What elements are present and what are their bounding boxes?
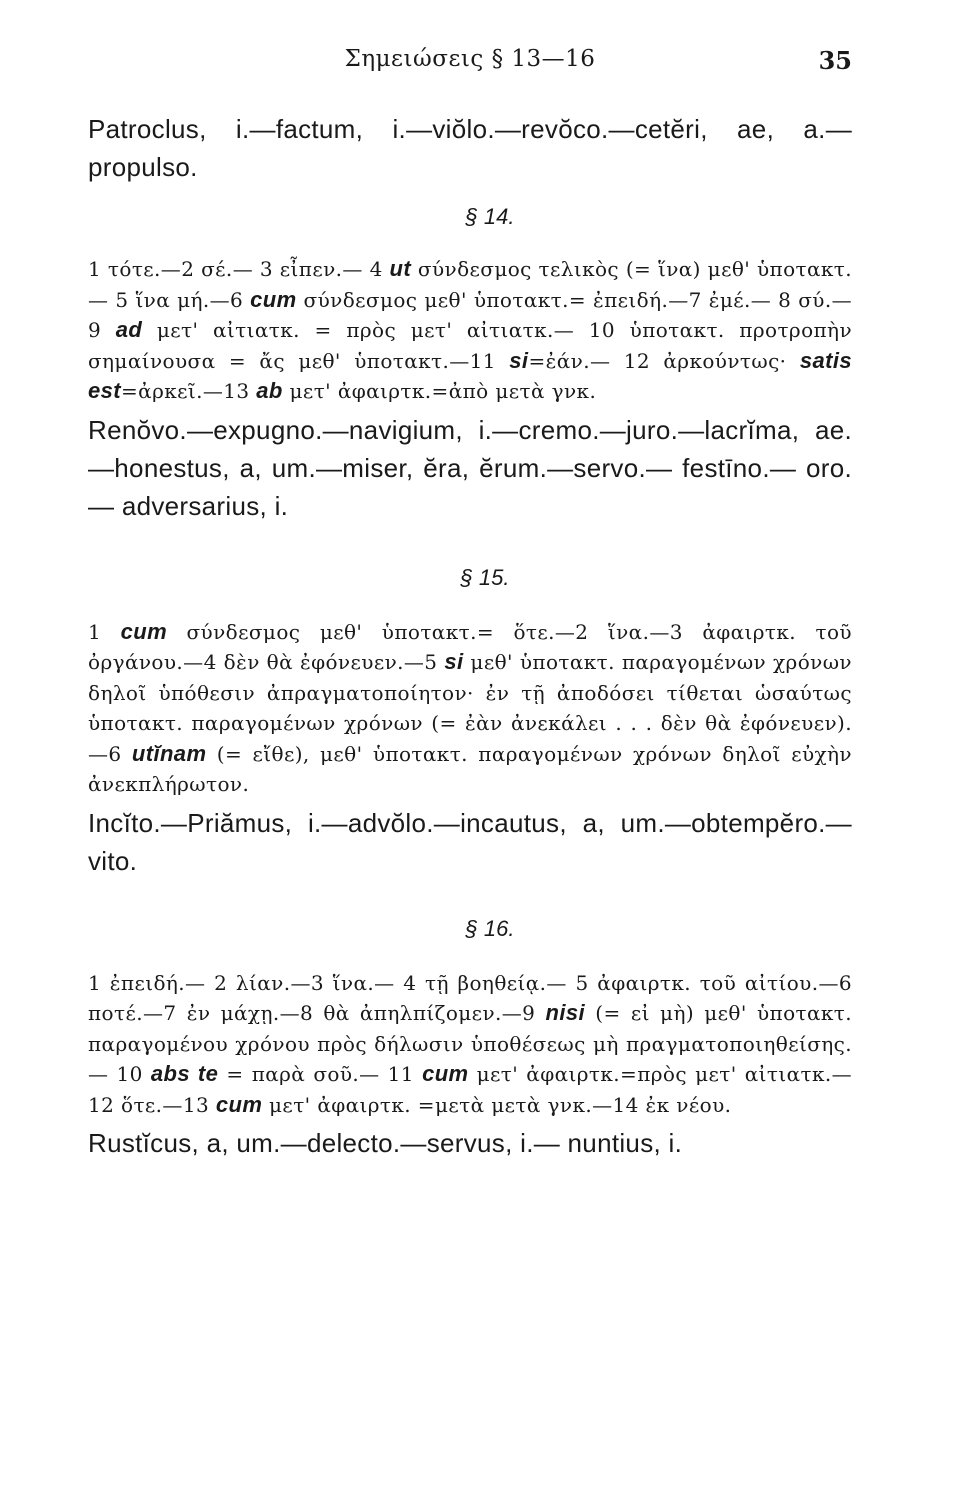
page	[88, 40, 852, 1162]
running-head-title: Σημειώσεις § 13—16	[344, 46, 596, 72]
notes-15: 1 cum σύνδεσμος μεθ' ὑποτακτ.= ὅτε.—2 ἵνα.—3 ἀφαιρτκ. τοῦ ὀργάνου.—4 δὲν θὰ ἐφόνευεν.—5 si μεθ' ὑποτακτ. παραγομένων χρόνων δηλοῖ ὑπόθεσιν ἀπραγματοποίητον· ἐν τῇ ἀποδόσει τίθεται ὡσαύτως ὑποτακτ. παραγομένων χρόνων (= ἐὰν ἀνεκάλει . . . δὲν θὰ ἐφόνευεν).—6 utĭnam (= εἴθε), μεθ' ὑποτακτ. παραγομένων χρόνων δηλοῖ εὐχὴν ἀνεκπλήρωτον.	[88, 618, 852, 796]
section-heading-15: § 15.	[460, 564, 510, 590]
vocab-15: Incĭto.—Priămus, i.—advŏlo.—incautus, a, um.—obtempĕro.—vito.	[88, 807, 852, 876]
notes-16: 1 ἐπειδή.— 2 λίαν.—3 ἵνα.— 4 τῇ βοηθείᾳ.— 5 ἀφαιρτκ. τοῦ αἰτίου.—6 ποτέ.—7 ἐν μάχῃ.—8 θὰ ἀπηλπίζομεν.—9 nisi (= εἰ μὴ) μεθ' ὑποτακτ. παραγομένου χρόνου πρὸς δήλωσιν ὑποθέσεως μὴ πραγματοποιηθείσης.— 10 abs te = παρὰ σοῦ.— 11 cum μετ' ἀφαιρτκ.=πρὸς μετ' αἰτιατκ.—12 ὅτε.—13 cum μετ' ἀφαιρτκ. =μετὰ μετὰ γνκ.—14 ἐκ νέου.	[88, 970, 853, 1117]
vocab-14: Renŏvo.—expugno.—navigium, i.—cremo.—juro.—lacrĭma, ae.—honestus, a, um.—miser, ĕra, ĕrum.—servo.— festīno.— oro.— adversarius, i.	[88, 414, 852, 521]
section-heading-14: § 14.	[465, 204, 515, 229]
notes-14: 1 τότε.—2 σέ.— 3 εἶπεν.— 4 ut σύνδεσμος τελικὸς (= ἵνα) μεθ' ὑποτακτ.— 5 ἵνα μή.—6 cum σύνδεσμος μεθ' ὑποτακτ.= ἐπειδή.—7 ἐμέ.— 8 σύ.— 9 ad μετ' αἰτιατκ. = πρὸς μετ' αἰτιατκ.— 10 ὑποτακτ. προτροπὴν σημαίνουσα = ἄς μεθ' ὑποτακτ.—11 si=ἐάν.— 12 ἀρκούντως· satis est=ἀρκεῖ.—13 ab μετ' ἀφαιρτκ.=ἀπὸ μετὰ γνκ.	[88, 256, 853, 403]
section-heading-16: § 16.	[465, 915, 515, 941]
vocab-13: Patroclus, i.—factum, i.—viŏlo.—revŏco.—cetĕri, ae, a.—propulso.	[88, 114, 852, 182]
running-head	[88, 40, 852, 80]
vocab-16: Rustĭcus, a, um.—delecto.—servus, i.— nuntius, i.	[88, 1128, 683, 1158]
page-number: 35	[818, 46, 852, 75]
